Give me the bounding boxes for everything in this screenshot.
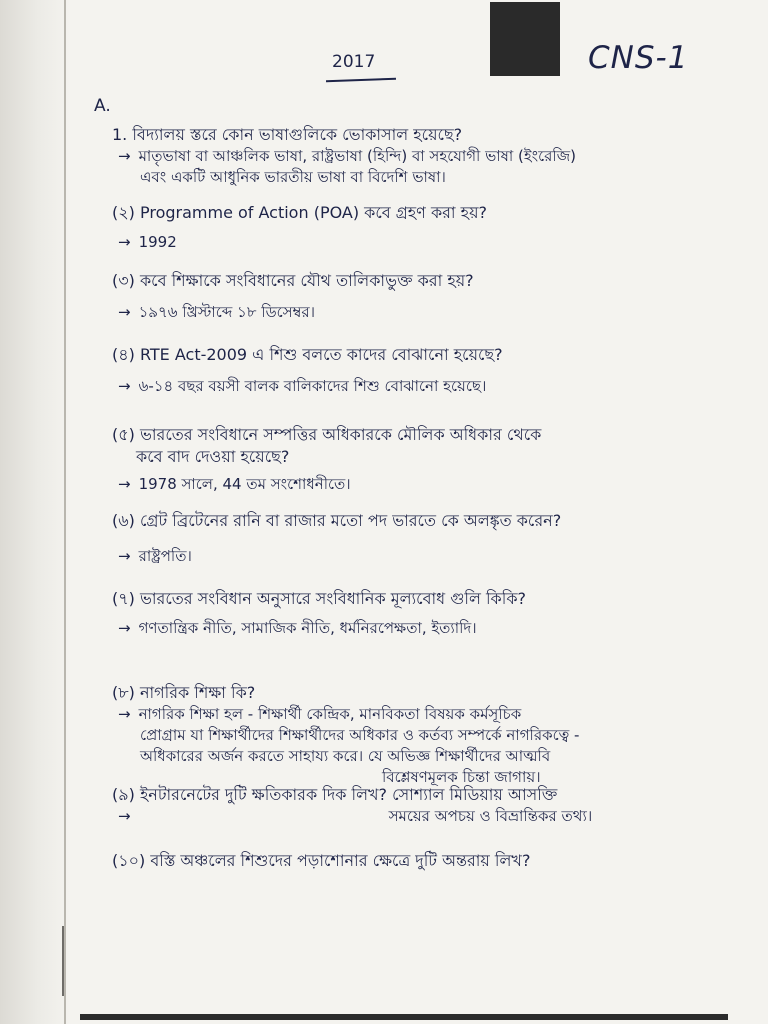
question-block-8 (112, 682, 579, 788)
question-block-4 (112, 344, 503, 397)
answer-line: → সময়ের অপচয় ও বিভ্রান্তিকর তথ্য। (118, 807, 593, 825)
question-text: (৬) গ্রেট ব্রিটেনের রানি বা রাজার মতো পদ ভারতে কে অলঙ্কৃত করেন? (112, 511, 562, 530)
answer-line: এবং একটি আধুনিক ভারতীয় ভাষা বা বিদেশি ভাষা। (140, 168, 446, 186)
answer-line: → ৬-১৪ বছর বয়সী বালক বালিকাদের শিশু বোঝানো হয়েছে। (118, 377, 487, 395)
year-underline (326, 78, 396, 82)
question-block-1 (112, 124, 576, 188)
question-text: (১০) বস্তি অঞ্চলের শিশুদের পড়াশোনার ক্ষেত্রে দুটি অন্তরায় লিখ? (112, 851, 531, 870)
question-block-2 (112, 202, 487, 253)
answer-line: → রাষ্ট্রপতি। (118, 547, 192, 565)
answer-line: → 1978 সালে, 44 তম সংশোধনীতে। (118, 475, 351, 493)
page-bottom-edge (80, 1014, 728, 1020)
question-block-10 (112, 850, 530, 872)
year-label: 2017 (332, 52, 376, 72)
answer-line: → ১৯৭৬ খ্রিস্টাব্দে ১৮ ডিসেম্বর। (118, 303, 316, 321)
question-text: (৯) ইনটারনেটের দুটি ক্ষতিকারক দিক লিখ? সোশ্যাল মিডিয়ায় আসক্তি (112, 785, 558, 804)
question-text: 1. বিদ্যালয় স্তরে কোন ভাষাগুলিকে ভোকাসাল হয়েছে? (112, 125, 463, 144)
answer-line: → গণতান্ত্রিক নীতি, সামাজিক নীতি, ধর্মনিরপেক্ষতা, ইত্যাদি। (118, 619, 477, 637)
redacted-corner-block (490, 2, 560, 76)
arrow-icon: → (118, 547, 131, 565)
arrow-icon: → (118, 377, 131, 395)
arrow-icon: → (118, 807, 131, 825)
page-left-shadow (0, 0, 70, 1024)
arrow-icon: → (118, 147, 131, 165)
question-block-3 (112, 270, 474, 323)
question-block-9 (112, 784, 592, 827)
question-text: (৮) নাগরিক শিক্ষা কি? (112, 683, 256, 702)
arrow-icon: → (118, 705, 131, 723)
question-block-5 (112, 424, 541, 495)
answer-line: অধিকারের অর্জন করতে সাহায্য করে। যে অভিজ্ঞ শিক্ষার্থীদের আত্মবি (140, 747, 551, 765)
answer-line: → মাতৃভাষা বা আঞ্চলিক ভাষা, রাষ্ট্রভাষা (হিন্দি) বা সহযোগী ভাষা (ইংরেজি) (118, 147, 576, 165)
question-block-6 (112, 510, 561, 567)
section-label: A. (94, 96, 111, 116)
answer-line: → নাগরিক শিক্ষা হল - শিক্ষার্থী কেন্দ্রিক, মানবিকতা বিষয়ক কর্মসূচিক (118, 705, 522, 723)
answer-line: প্রোগ্রাম যা শিক্ষার্থীদের শিক্ষার্থীদের অধিকার ও কর্তব্য সম্পর্কে নাগরিকত্বে - (140, 726, 580, 744)
question-text: (৫) ভারতের সংবিধানে সম্পত্তির অধিকারকে মৌলিক অধিকার থেকে (112, 425, 542, 444)
question-text-continued: কবে বাদ দেওয়া হয়েছে? (136, 447, 290, 466)
arrow-icon: → (118, 233, 131, 251)
margin-mark (62, 926, 64, 996)
question-text: (২) Programme of Action (POA) কবে গ্রহণ করা হয়? (112, 203, 487, 222)
question-block-7 (112, 588, 526, 639)
margin-line (64, 0, 66, 1024)
arrow-icon: → (118, 303, 131, 321)
answer-line: → 1992 (118, 233, 177, 251)
question-text: (৭) ভারতের সংবিধান অনুসারে সংবিধানিক মূল্যবোধ গুলি কিকি? (112, 589, 527, 608)
arrow-icon: → (118, 475, 131, 493)
arrow-icon: → (118, 619, 131, 637)
question-text: (৪) RTE Act-2009 এ শিশু বলতে কাদের বোঝানো হয়েছে? (112, 345, 503, 364)
answer-line: বিশ্লেষণমূলক চিন্তা জাগায়। (382, 768, 541, 786)
question-text: (৩) কবে শিক্ষাকে সংবিধানের যৌথ তালিকাভুক্ত করা হয়? (112, 271, 474, 290)
course-code: CNS-1 (588, 40, 689, 76)
